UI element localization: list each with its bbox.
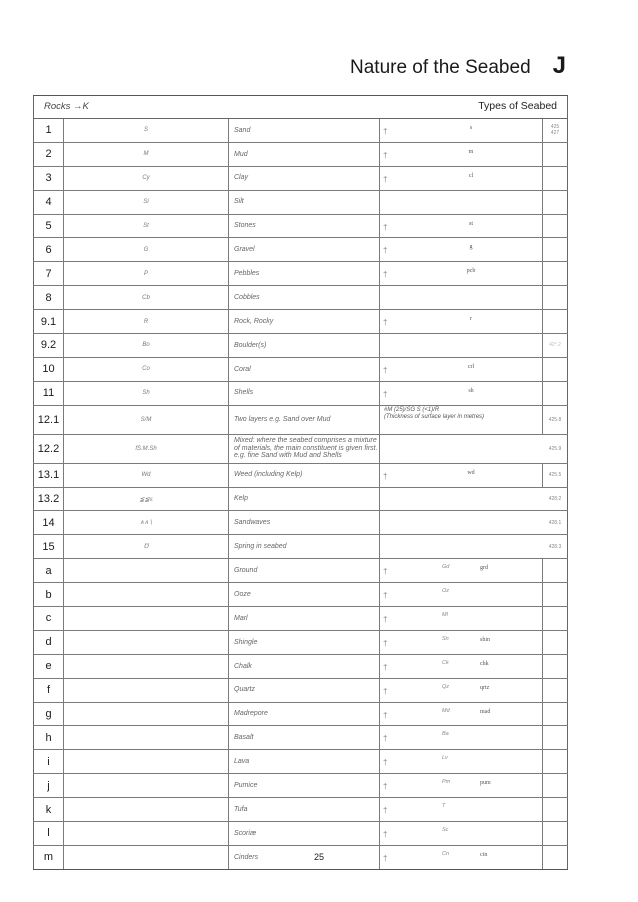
chart-label: shin: [480, 636, 491, 643]
abbreviation: ℧: [64, 535, 229, 558]
reference-number: [543, 655, 568, 678]
row-number: 12.1: [33, 406, 64, 434]
chart-label: wd: [467, 469, 475, 476]
chart-label: r: [470, 316, 472, 323]
description: Kelp: [229, 488, 380, 511]
table-row: [33, 535, 568, 559]
dagger-icon: †: [383, 567, 388, 577]
table-row: [33, 822, 568, 846]
abbreviation: Si: [64, 191, 229, 214]
section-letter: J: [552, 52, 566, 79]
table-row: [33, 774, 568, 798]
reference-number: 425.8: [543, 406, 568, 434]
description: Pebbles: [229, 262, 380, 285]
dagger-icon: †: [383, 389, 388, 399]
reference-number: [543, 191, 568, 214]
description: Basalt: [229, 726, 380, 749]
reference-number: 42°.2: [543, 334, 568, 357]
abbreviation: S: [64, 119, 229, 142]
abbreviation: Cy: [64, 167, 229, 190]
layer-note: #M (25)/SG S (<1)/R (Thickness of surface layer in metres): [384, 406, 485, 420]
dagger-icon: †: [383, 365, 388, 375]
row-number: f: [33, 679, 64, 702]
table-row: [33, 435, 568, 464]
abbreviation: P: [64, 262, 229, 285]
table-row: [33, 262, 568, 286]
table-row: [33, 238, 568, 262]
row-number: 4: [33, 191, 64, 214]
table-row: [33, 655, 568, 679]
chart-symbol-cell: [380, 167, 543, 190]
chart-symbol-cell: [380, 559, 543, 582]
reference-number: [543, 559, 568, 582]
table-row: [33, 334, 568, 358]
abbreviation: S/M: [64, 406, 229, 434]
chart-symbol-cell: [380, 215, 543, 238]
reference-number: [543, 798, 568, 821]
chart-abbreviation: T: [442, 803, 446, 810]
dagger-icon: †: [383, 638, 388, 648]
table-row: [33, 167, 568, 191]
table-row: [33, 679, 568, 703]
dagger-icon: †: [383, 758, 388, 768]
description: Cinders: [229, 846, 380, 869]
chart-symbol-cell: [380, 822, 543, 845]
row-number: 1: [33, 119, 64, 142]
chart-symbol-cell: [380, 679, 543, 702]
chart-symbol-cell: [380, 382, 543, 405]
dagger-icon: †: [383, 686, 388, 696]
description: Pumice: [229, 774, 380, 797]
chart-symbol-cell: [380, 310, 543, 333]
description: Shells: [229, 382, 380, 405]
reference-number: [543, 607, 568, 630]
reference-number: [543, 703, 568, 726]
chart-symbol-cell: [380, 464, 543, 487]
row-number: c: [33, 607, 64, 630]
abbreviation: [64, 774, 229, 797]
row-number: 8: [33, 286, 64, 309]
chart-label: chk: [480, 660, 489, 667]
reference-number: [543, 750, 568, 773]
row-number: 5: [33, 215, 64, 238]
reference-number: [543, 310, 568, 333]
row-number: 13.1: [33, 464, 64, 487]
description: Silt: [229, 191, 380, 214]
dagger-icon: †: [383, 174, 388, 184]
chart-symbol-cell: [380, 286, 543, 309]
dagger-icon: †: [383, 270, 388, 280]
chart-symbol-cell: [380, 535, 568, 558]
chart-abbreviation: Ck: [442, 659, 449, 666]
table-row: [33, 464, 568, 488]
dagger-icon: †: [383, 318, 388, 328]
dagger-icon: †: [383, 150, 388, 160]
dagger-icon: †: [383, 782, 388, 792]
reference-number: [543, 774, 568, 797]
abbreviation: St: [64, 215, 229, 238]
abbreviation: M: [64, 143, 229, 166]
chart-label: pcb: [466, 268, 476, 275]
chart-abbreviation: Pm: [442, 779, 451, 786]
row-number: 6: [33, 238, 64, 261]
chart-label: cin: [480, 851, 488, 858]
dagger-icon: †: [383, 662, 388, 672]
table-row: [33, 215, 568, 239]
table-row: [33, 750, 568, 774]
table-row: [33, 310, 568, 334]
reference-number: [543, 215, 568, 238]
dagger-icon: †: [383, 734, 388, 744]
abbreviation: Wd: [64, 464, 229, 487]
chart-label: pum: [480, 780, 491, 787]
reference-number: [543, 143, 568, 166]
chart-abbreviation: Sn: [442, 635, 449, 642]
row-number: a: [33, 559, 64, 582]
chart-symbol-cell: [380, 631, 543, 654]
row-number: e: [33, 655, 64, 678]
abbreviation: Co: [64, 358, 229, 381]
chart-label: m: [468, 148, 474, 155]
row-number: 2: [33, 143, 64, 166]
chart-abbreviation: Oz: [442, 588, 450, 595]
page-number: 25: [313, 852, 324, 862]
abbreviation: [64, 798, 229, 821]
abbreviation: [64, 655, 229, 678]
dagger-icon: †: [383, 591, 388, 601]
dagger-icon: †: [383, 471, 388, 481]
chart-abbreviation: Md: [442, 707, 450, 714]
reference-number: 425 427: [543, 119, 568, 142]
chart-abbreviation: Ml: [442, 612, 448, 619]
chart-symbol-cell: [380, 435, 568, 463]
reference-number: [543, 382, 568, 405]
row-number: m: [33, 846, 64, 869]
table-header: [33, 96, 568, 119]
dagger-icon: †: [383, 222, 388, 232]
row-number: d: [33, 631, 64, 654]
chart-symbol-cell: [380, 334, 543, 357]
table-row: [33, 286, 568, 310]
chart-abbreviation: Qz: [442, 683, 450, 690]
description: Tufa: [229, 798, 380, 821]
chart-label: grd: [480, 565, 488, 572]
chart-label: cl: [468, 172, 474, 179]
table-row: [33, 703, 568, 727]
row-number: 9.1: [33, 310, 64, 333]
chart-symbol-cell: [380, 774, 543, 797]
description: Shingle: [229, 631, 380, 654]
description: Scoriæ: [229, 822, 380, 845]
seabed-table: [33, 95, 568, 870]
description: Boulder(s): [229, 334, 380, 357]
description: Cobbles: [229, 286, 380, 309]
row-number: i: [33, 750, 64, 773]
abbreviation: [64, 679, 229, 702]
row-number: j: [33, 774, 64, 797]
row-number: l: [33, 822, 64, 845]
description: Ground: [229, 559, 380, 582]
row-number: 11: [33, 382, 64, 405]
chart-symbol-cell: [380, 238, 543, 261]
dagger-icon: †: [383, 806, 388, 816]
description: Lava: [229, 750, 380, 773]
description: Sandwaves: [229, 511, 380, 534]
description: Coral: [229, 358, 380, 381]
abbreviation: ∧∧∖: [64, 511, 229, 534]
chart-label: sh: [468, 387, 474, 394]
chart-symbol-cell: [380, 798, 543, 821]
chart-label: g: [469, 244, 473, 251]
dagger-icon: †: [383, 830, 388, 840]
abbreviation: Bo: [64, 334, 229, 357]
abbreviation: G: [64, 238, 229, 261]
abbreviation: [64, 607, 229, 630]
reference-number: [543, 679, 568, 702]
row-number: b: [33, 583, 64, 606]
row-number: 3: [33, 167, 64, 190]
description: Mud: [229, 143, 380, 166]
reference-number: 428.2: [543, 488, 568, 511]
reference-number: [543, 167, 568, 190]
row-number: h: [33, 726, 64, 749]
description: Ooze: [229, 583, 380, 606]
table-row: [33, 559, 568, 583]
row-number: g: [33, 703, 64, 726]
abbreviation: [64, 750, 229, 773]
table-row: [33, 406, 568, 435]
row-number: 15: [33, 535, 64, 558]
description: Marl: [229, 607, 380, 630]
table-row: [33, 583, 568, 607]
title-text: Nature of the Seabed: [350, 57, 531, 78]
table-row: [33, 382, 568, 406]
dagger-icon: †: [383, 127, 388, 136]
description: Sand: [229, 119, 380, 142]
table-row: [33, 488, 568, 512]
chart-symbol-cell: [380, 143, 543, 166]
chart-symbol-cell: [380, 726, 543, 749]
row-number: 14: [33, 511, 64, 534]
description: Madrepore: [229, 703, 380, 726]
chart-symbol-cell: [380, 191, 543, 214]
chart-symbol-cell: [380, 406, 543, 434]
table-row: [33, 358, 568, 382]
abbreviation: Cb: [64, 286, 229, 309]
table-row: [33, 119, 568, 143]
chart-abbreviation: Cn: [442, 850, 450, 857]
reference-number: 425.5: [543, 464, 568, 487]
table-body: [33, 119, 568, 869]
table-row: [33, 631, 568, 655]
abbreviation: [64, 726, 229, 749]
reference-number: 425.9: [543, 435, 568, 463]
chart-abbreviation: Gd: [442, 564, 450, 571]
chart-label: s: [469, 125, 473, 131]
chart-symbol-cell: [380, 655, 543, 678]
reference-number: [543, 726, 568, 749]
reference-number: [543, 358, 568, 381]
chart-symbol-cell: [380, 488, 568, 511]
abbreviation: Sh: [64, 382, 229, 405]
dagger-icon: †: [383, 710, 388, 720]
reference-number: [543, 262, 568, 285]
chart-abbreviation: Sc: [442, 827, 449, 834]
chart-symbol-cell: [380, 358, 543, 381]
chart-symbol-cell: [380, 750, 543, 773]
chart-symbol-cell: [380, 583, 543, 606]
row-number: 12.2: [33, 435, 64, 463]
abbreviation: [64, 583, 229, 606]
abbreviation: fS.M.Sh: [64, 435, 229, 463]
table-row: [33, 511, 568, 535]
abbreviation: [64, 631, 229, 654]
chart-abbreviation: Lv: [442, 755, 448, 762]
types-header: Types of Seabed: [478, 100, 557, 112]
reference-number: [543, 286, 568, 309]
description: Mixed: where the seabed comprises a mixture of materials, the main constituent is given first. e.g. fine Sand with Mud and Shells: [229, 435, 380, 463]
row-number: 9.2: [33, 334, 64, 357]
description: Two layers e.g. Sand over Mud: [229, 406, 380, 434]
chart-label: st: [468, 220, 473, 227]
chart-symbol-cell: [380, 703, 543, 726]
reference-number: [543, 238, 568, 261]
chart-label: mad: [480, 708, 491, 715]
description: Chalk: [229, 655, 380, 678]
description: Weed (including Kelp): [229, 464, 380, 487]
page-title: [350, 52, 566, 80]
table-row: [33, 726, 568, 750]
chart-symbol-cell: [380, 511, 568, 534]
reference-number: 428.3: [543, 535, 568, 558]
description: Spring in seabed: [229, 535, 380, 558]
description: Gravel: [229, 238, 380, 261]
reference-number: [543, 583, 568, 606]
description: Rock, Rocky: [229, 310, 380, 333]
abbreviation: ≨≨≤: [64, 488, 229, 511]
abbreviation: [64, 703, 229, 726]
chart-symbol-cell: [380, 119, 543, 142]
dagger-icon: †: [383, 615, 388, 625]
description: Stones: [229, 215, 380, 238]
chart-abbreviation: Ba: [442, 731, 449, 738]
row-number: 7: [33, 262, 64, 285]
row-number: 10: [33, 358, 64, 381]
chart-symbol-cell: [380, 607, 543, 630]
reference-number: [543, 631, 568, 654]
table-row: [33, 798, 568, 822]
chart-label: crl: [467, 363, 475, 370]
abbreviation: [64, 559, 229, 582]
table-row: [33, 607, 568, 631]
description: Quartz: [229, 679, 380, 702]
dagger-icon: †: [383, 246, 388, 256]
chart-label: qrtz: [480, 684, 490, 691]
row-number: 13.2: [33, 488, 64, 511]
abbreviation: R: [64, 310, 229, 333]
chart-symbol-cell: [380, 262, 543, 285]
dagger-icon: †: [383, 853, 388, 863]
row-number: k: [33, 798, 64, 821]
table-row: [33, 191, 568, 215]
rocks-header: Rocks →K: [44, 101, 89, 112]
abbreviation: [64, 822, 229, 845]
table-row: [33, 143, 568, 167]
reference-number: [543, 822, 568, 845]
description: Clay: [229, 167, 380, 190]
reference-number: 428.1: [543, 511, 568, 534]
